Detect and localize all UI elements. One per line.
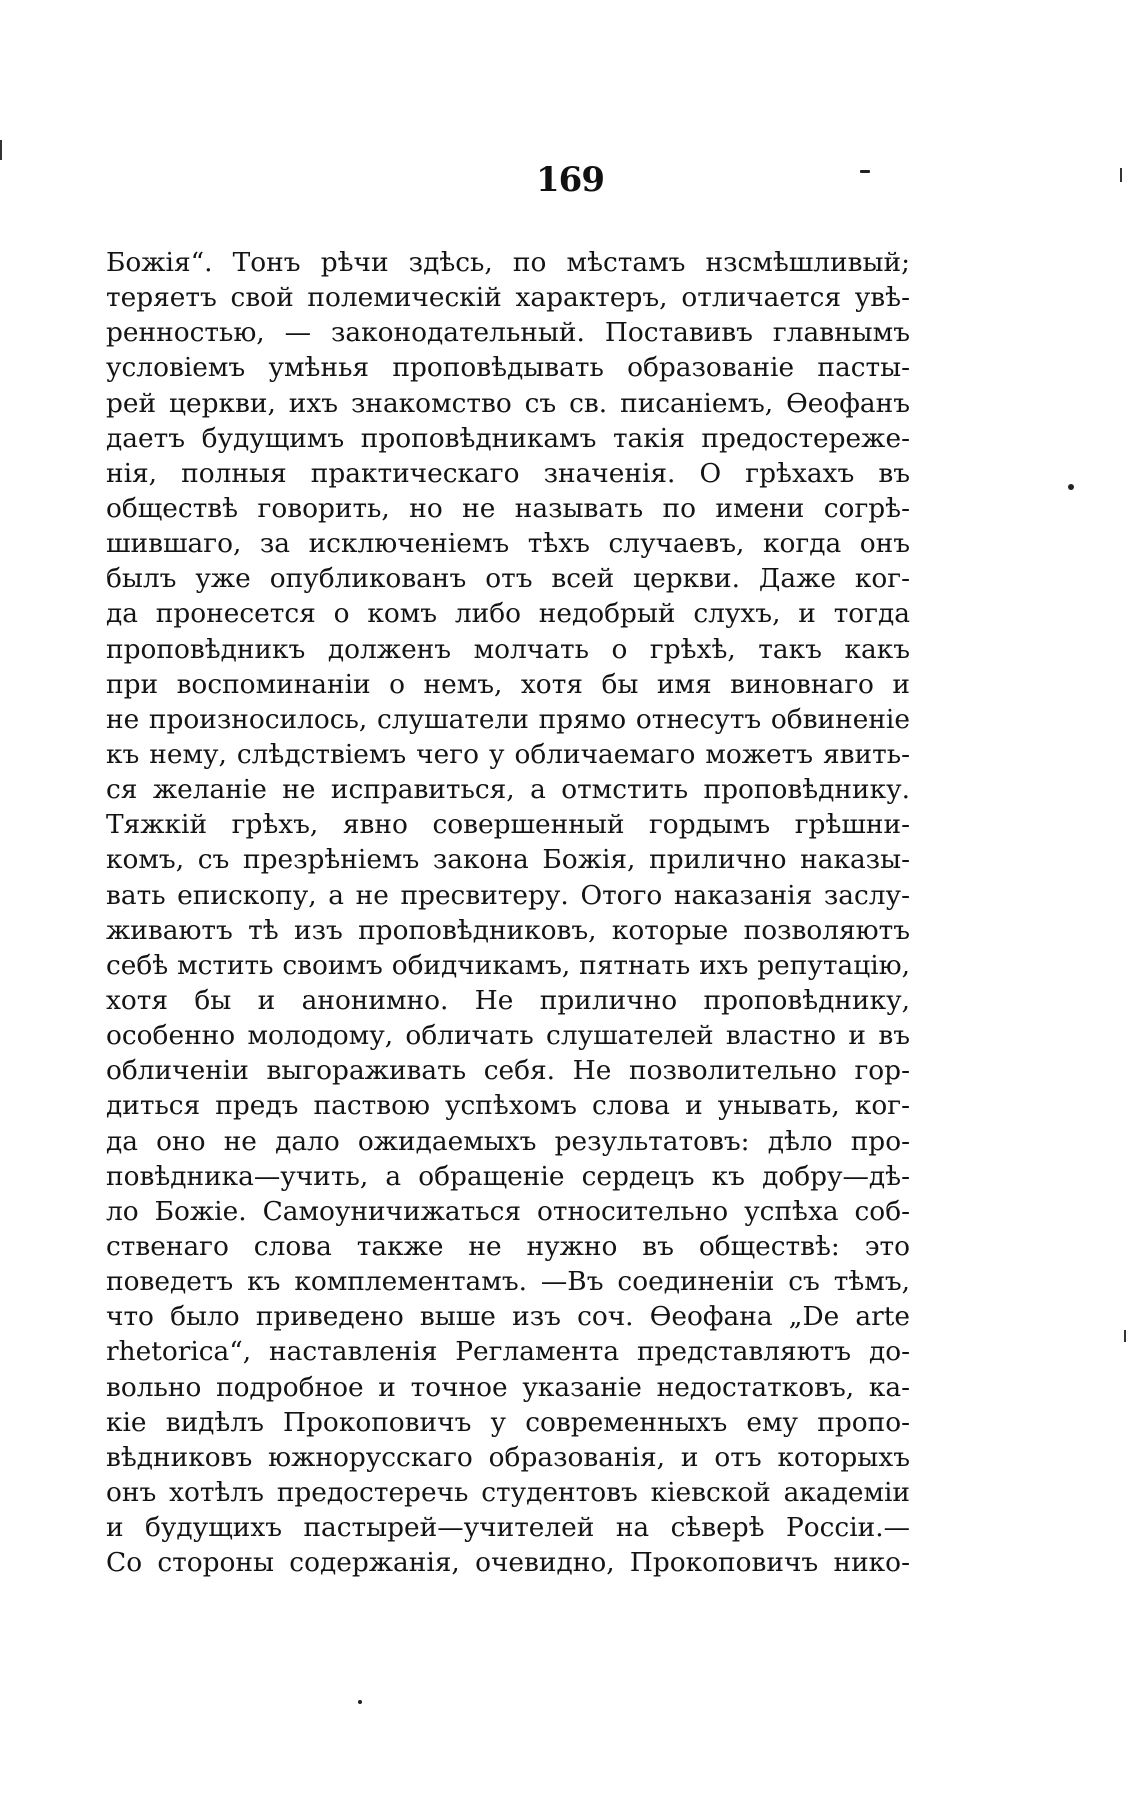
- body-text: [106, 245, 910, 1580]
- ink-speck: [1068, 484, 1074, 490]
- text-line: онъ хотѣлъ предостеречь студентовъ кіевской академіи: [106, 1476, 910, 1508]
- text-line: теряетъ свой полемическій характеръ, отличается увѣ-: [106, 282, 910, 314]
- text-line: вѣдниковъ южнорусскаго образованія, и отъ которыхъ: [106, 1441, 910, 1473]
- text-line: къ нему, слѣдствіемъ чего у обличаемаго можетъ явить-: [106, 738, 910, 770]
- text-line: при воспоминаніи о немъ, хотя бы имя виновнаго и: [106, 668, 910, 700]
- text-line: диться предъ паствою успѣхомъ слова и унывать, ког-: [106, 1090, 910, 1122]
- text-line: не произносилось, слушатели прямо отнесутъ обвиненіе: [106, 703, 910, 735]
- scan-edge-mark: [1120, 168, 1122, 182]
- text-line: ся желаніе не исправиться, а отмстить проповѣднику.: [106, 774, 910, 806]
- text-line: и будущихъ пастырей—учителей на сѣверѣ Россіи.—: [106, 1512, 910, 1544]
- text-line: вольно подробное и точное указаніе недостатковъ, ка-: [106, 1371, 910, 1403]
- text-line: себѣ мстить своимъ обидчикамъ, пятнать ихъ репутацію,: [106, 949, 910, 981]
- text-line: поведетъ къ комплементамъ. —Въ соединеніи съ тѣмъ,: [106, 1266, 910, 1298]
- text-line: особенно молодому, обличать слушателей властно и въ: [106, 1020, 910, 1052]
- text-line: Тяжкій грѣхъ, явно совершенный гордымъ грѣшни-: [106, 809, 910, 841]
- text-line: кіе видѣлъ Прокоповичъ у современныхъ ему пропо-: [106, 1406, 910, 1438]
- text-line: ренностью, — законодательный. Поставивъ главнымъ: [106, 317, 910, 349]
- text-line: да оно не дало ожидаемыхъ результатовъ: дѣло про-: [106, 1125, 910, 1157]
- text-line: живаютъ тѣ изъ проповѣдниковъ, которые позволяютъ: [106, 914, 910, 946]
- text-line: rhetorica“, наставленія Регламента представляютъ до-: [106, 1336, 910, 1368]
- text-line: шившаго, за исключеніемъ тѣхъ случаевъ, когда онъ: [106, 528, 910, 560]
- text-line: хотя бы и анонимно. Не прилично проповѣднику,: [106, 984, 910, 1016]
- text-line: проповѣдникъ долженъ молчать о грѣхѣ, такъ какъ: [106, 633, 910, 665]
- text-line: обществѣ говорить, но не называть по имени согрѣ-: [106, 492, 910, 524]
- text-line: Со стороны содержанія, очевидно, Прокоповичъ нико-: [106, 1547, 910, 1579]
- scan-edge-mark: [0, 140, 2, 160]
- text-line: Божія“. Тонъ рѣчи здѣсь, по мѣстамъ нзсмѣшливый;: [106, 247, 910, 278]
- text-line: да пронесется о комъ либо недобрый слухъ, и тогда: [106, 598, 910, 630]
- ink-speck: [358, 1700, 362, 1704]
- text-line: ственаго слова также не нужно въ обществѣ: это: [106, 1230, 910, 1262]
- text-line: повѣдника—учить, а обращеніе сердецъ къ добру—дѣ-: [106, 1160, 910, 1192]
- text-line: условіемъ умѣнья проповѣдывать образованіе пасты-: [106, 352, 910, 384]
- text-line: ло Божіе. Самоуничижаться относительно успѣха соб-: [106, 1195, 910, 1227]
- text-line: рей церкви, ихъ знакомство съ св. писаніемъ, Ѳеофанъ: [106, 387, 910, 419]
- text-line: комъ, съ презрѣніемъ закона Божія, прилично наказы-: [106, 844, 910, 876]
- text-line: былъ уже опубликованъ отъ всей церкви. Даже ког-: [106, 563, 910, 595]
- text-line: нія, полныя практическаго значенія. О грѣхахъ въ: [106, 457, 910, 489]
- scan-edge-mark: [1124, 1330, 1126, 1342]
- text-line: что было приведено выше изъ соч. Ѳеофана „De arte: [106, 1301, 910, 1333]
- text-line: вать епископу, а не пресвитеру. Отого наказанія заслу-: [106, 879, 910, 911]
- ink-speck: [860, 170, 870, 173]
- text-line: даетъ будущимъ проповѣдникамъ такія предостереже-: [106, 422, 910, 454]
- text-line: обличеніи выгораживать себя. Не позволительно гор-: [106, 1055, 910, 1087]
- page-number: 169: [536, 160, 604, 200]
